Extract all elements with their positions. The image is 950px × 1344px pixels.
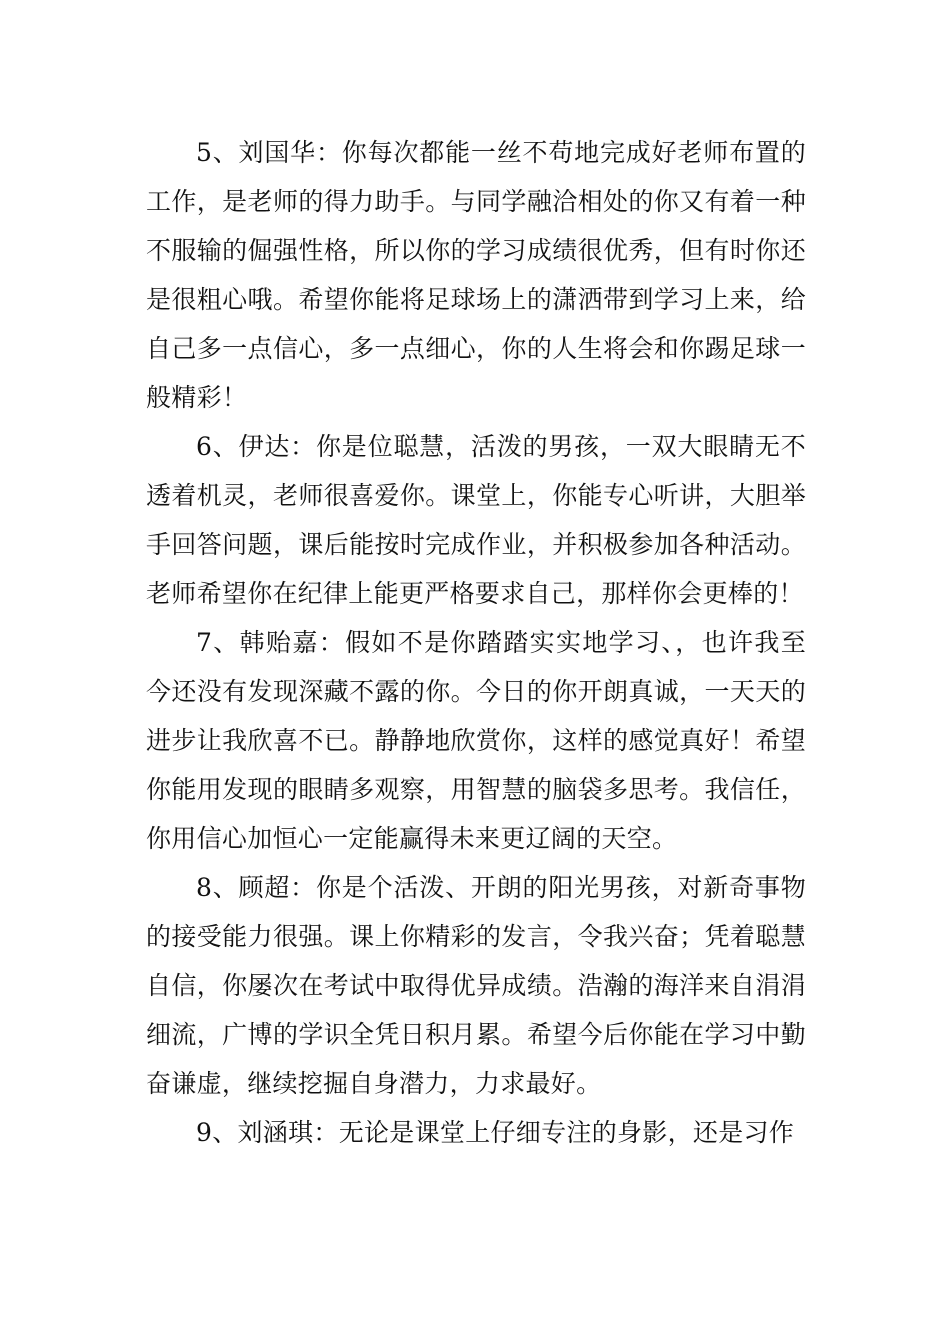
paragraph-comment-9: 9、刘涵琪：无论是课堂上仔细专注的身影，还是习作 bbox=[196, 1118, 795, 1147]
paragraph-comment-5: 5、刘国华：你每次都能一丝不苟地完成好老师布置的工作，是老师的得力助手。与同学融洽相处的你又有着一种不服输的倔强性格，所以你的学习成绩很优秀，但有时你还是很粗心哦。希望你能将足球场上的潇洒带到学习上来，给自己多一点信心，多一点细心，你的人生将会和你踢足球一般精彩！ bbox=[146, 138, 806, 412]
document-body bbox=[146, 128, 806, 1157]
paragraph-comment-6: 6、伊达：你是位聪慧，活泼的男孩，一双大眼睛无不透着机灵，老师很喜爱你。课堂上，你能专心听讲，大胆举手回答问题，课后能按时完成作业，并积极参加各种活动。老师希望你在纪律上能更严格要求自己，那样你会更棒的！ bbox=[146, 432, 806, 608]
paragraph-comment-8: 8、顾超：你是个活泼、开朗的阳光男孩，对新奇事物的接受能力很强。课上你精彩的发言，令我兴奋；凭着聪慧自信，你屡次在考试中取得优异成绩。浩瀚的海洋来自涓涓细流，广博的学识全凭日积月累。希望今后你能在学习中勤奋谦虚，继续挖掘自身潜力，力求最好。 bbox=[146, 873, 806, 1098]
paragraph-comment-7: 7、韩贻嘉：假如不是你踏踏实实地学习、，也许我至今还没有发现深藏不露的你。今日的你开朗真诚，一天天的进步让我欣喜不已。静静地欣赏你，这样的感觉真好！希望你能用发现的眼睛多观察，用智慧的脑袋多思考。我信任，你用信心加恒心一定能赢得未来更辽阔的天空。 bbox=[146, 628, 806, 853]
